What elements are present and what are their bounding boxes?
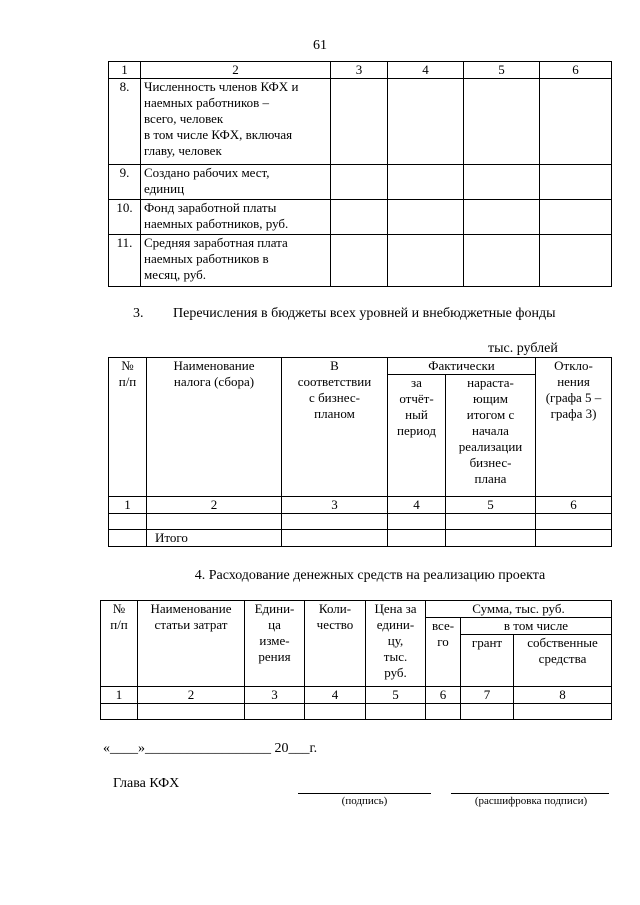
empty-cell [331, 79, 388, 165]
header-price: Цена за едини- цу, тыс. руб. [366, 601, 426, 687]
empty-cell [461, 704, 514, 720]
unit-label: тыс. рублей [488, 341, 558, 356]
empty-cell [540, 165, 612, 200]
column-number-row [101, 687, 612, 704]
total-label: Итого [147, 530, 282, 547]
empty-cell [388, 79, 464, 165]
header-plan: В соответствии с бизнес- планом [282, 358, 388, 497]
empty-cell [464, 79, 540, 165]
header-cell: 2 [141, 62, 331, 79]
empty-cell [536, 514, 612, 530]
row-label: Средняя заработная плата наемных работников в месяц, руб. [141, 235, 331, 287]
header-quantity: Коли- чество [305, 601, 366, 687]
empty-cell [388, 235, 464, 287]
header-unit: Едини- ца изме- рения [245, 601, 305, 687]
header-cumulative: нараста- ющим итогом с начала реализации бизнес- плана [446, 375, 536, 497]
column-number: 4 [388, 497, 446, 514]
table-header-row [109, 358, 612, 375]
table-header-row [101, 601, 612, 618]
empty-cell [331, 165, 388, 200]
empty-cell [101, 704, 138, 720]
header-including: в том числе [461, 618, 612, 635]
empty-cell [446, 514, 536, 530]
header-expense-name: Наименование статьи затрат [138, 601, 245, 687]
empty-cell [147, 514, 282, 530]
table-row [109, 514, 612, 530]
column-number: 1 [101, 687, 138, 704]
empty-cell [464, 235, 540, 287]
row-number: 9. [109, 165, 141, 200]
table-header-row [109, 62, 612, 79]
header-tax-name: Наименование налога (сбора) [147, 358, 282, 497]
header-total: все- го [426, 618, 461, 687]
column-number-row [109, 497, 612, 514]
empty-cell [282, 530, 388, 547]
row-number: 10. [109, 200, 141, 235]
empty-cell [109, 530, 147, 547]
header-cell: 4 [388, 62, 464, 79]
section-3-number: 3. [133, 306, 144, 321]
empty-cell [305, 704, 366, 720]
empty-cell [245, 704, 305, 720]
header-actual: Фактически [388, 358, 536, 375]
empty-cell [536, 530, 612, 547]
column-number: 8 [514, 687, 612, 704]
empty-cell [331, 200, 388, 235]
table-row [109, 165, 612, 200]
empty-cell [331, 235, 388, 287]
empty-cell [138, 704, 245, 720]
header-deviation: Откло- нения (графа 5 – графа 3) [536, 358, 612, 497]
header-grant: грант [461, 635, 514, 687]
header-cell: 1 [109, 62, 141, 79]
header-num: № п/п [101, 601, 138, 687]
column-number: 5 [446, 497, 536, 514]
empty-cell [540, 200, 612, 235]
row-number: 8. [109, 79, 141, 165]
decode-caption: (расшифровка подписи) [474, 795, 588, 807]
empty-cell [514, 704, 612, 720]
section-4-title: 4. Расходование денежных средств на реализацию проекта [194, 568, 546, 583]
header-own-funds: собственные средства [514, 635, 612, 687]
empty-cell [366, 704, 426, 720]
header-sum: Сумма, тыс. руб. [426, 601, 612, 618]
column-number: 3 [245, 687, 305, 704]
column-number: 5 [366, 687, 426, 704]
section-3-title: Перечисления в бюджеты всех уровней и внебюджетные фонды [173, 306, 556, 321]
column-number: 3 [282, 497, 388, 514]
column-number: 7 [461, 687, 514, 704]
empty-cell [282, 514, 388, 530]
row-label: Создано рабочих мест, единиц [141, 165, 331, 200]
header-cell: 3 [331, 62, 388, 79]
date-line: «____»__________________ 20___г. [103, 741, 318, 756]
empty-cell [464, 200, 540, 235]
budget-payments-table [108, 357, 612, 547]
table-row [109, 235, 612, 287]
empty-cell [540, 235, 612, 287]
empty-cell [540, 79, 612, 165]
head-label: Глава КФХ [113, 776, 180, 791]
empty-cell [388, 514, 446, 530]
column-number: 1 [109, 497, 147, 514]
column-number: 6 [426, 687, 461, 704]
table-row [101, 704, 612, 720]
page-number: 61 [313, 38, 327, 53]
expenditure-table [100, 600, 612, 720]
total-row [109, 530, 612, 547]
decode-line [451, 793, 609, 794]
row-label: Численность членов КФХ и наемных работников – всего, человек в том числе КФХ, включая главу, человек [141, 79, 331, 165]
signature-line [298, 793, 431, 794]
empty-cell [388, 530, 446, 547]
header-cell: 5 [464, 62, 540, 79]
empty-cell [446, 530, 536, 547]
table-row [109, 200, 612, 235]
indicators-table [108, 61, 612, 287]
header-num: № п/п [109, 358, 147, 497]
empty-cell [109, 514, 147, 530]
sign-caption: (подпись) [341, 795, 388, 807]
empty-cell [388, 200, 464, 235]
empty-cell [464, 165, 540, 200]
column-number: 6 [536, 497, 612, 514]
empty-cell [426, 704, 461, 720]
header-cell: 6 [540, 62, 612, 79]
column-number: 2 [138, 687, 245, 704]
header-period: за отчёт- ный период [388, 375, 446, 497]
row-number: 11. [109, 235, 141, 287]
column-number: 4 [305, 687, 366, 704]
column-number: 2 [147, 497, 282, 514]
table-row [109, 79, 612, 165]
empty-cell [388, 165, 464, 200]
row-label: Фонд заработной платы наемных работников, руб. [141, 200, 331, 235]
